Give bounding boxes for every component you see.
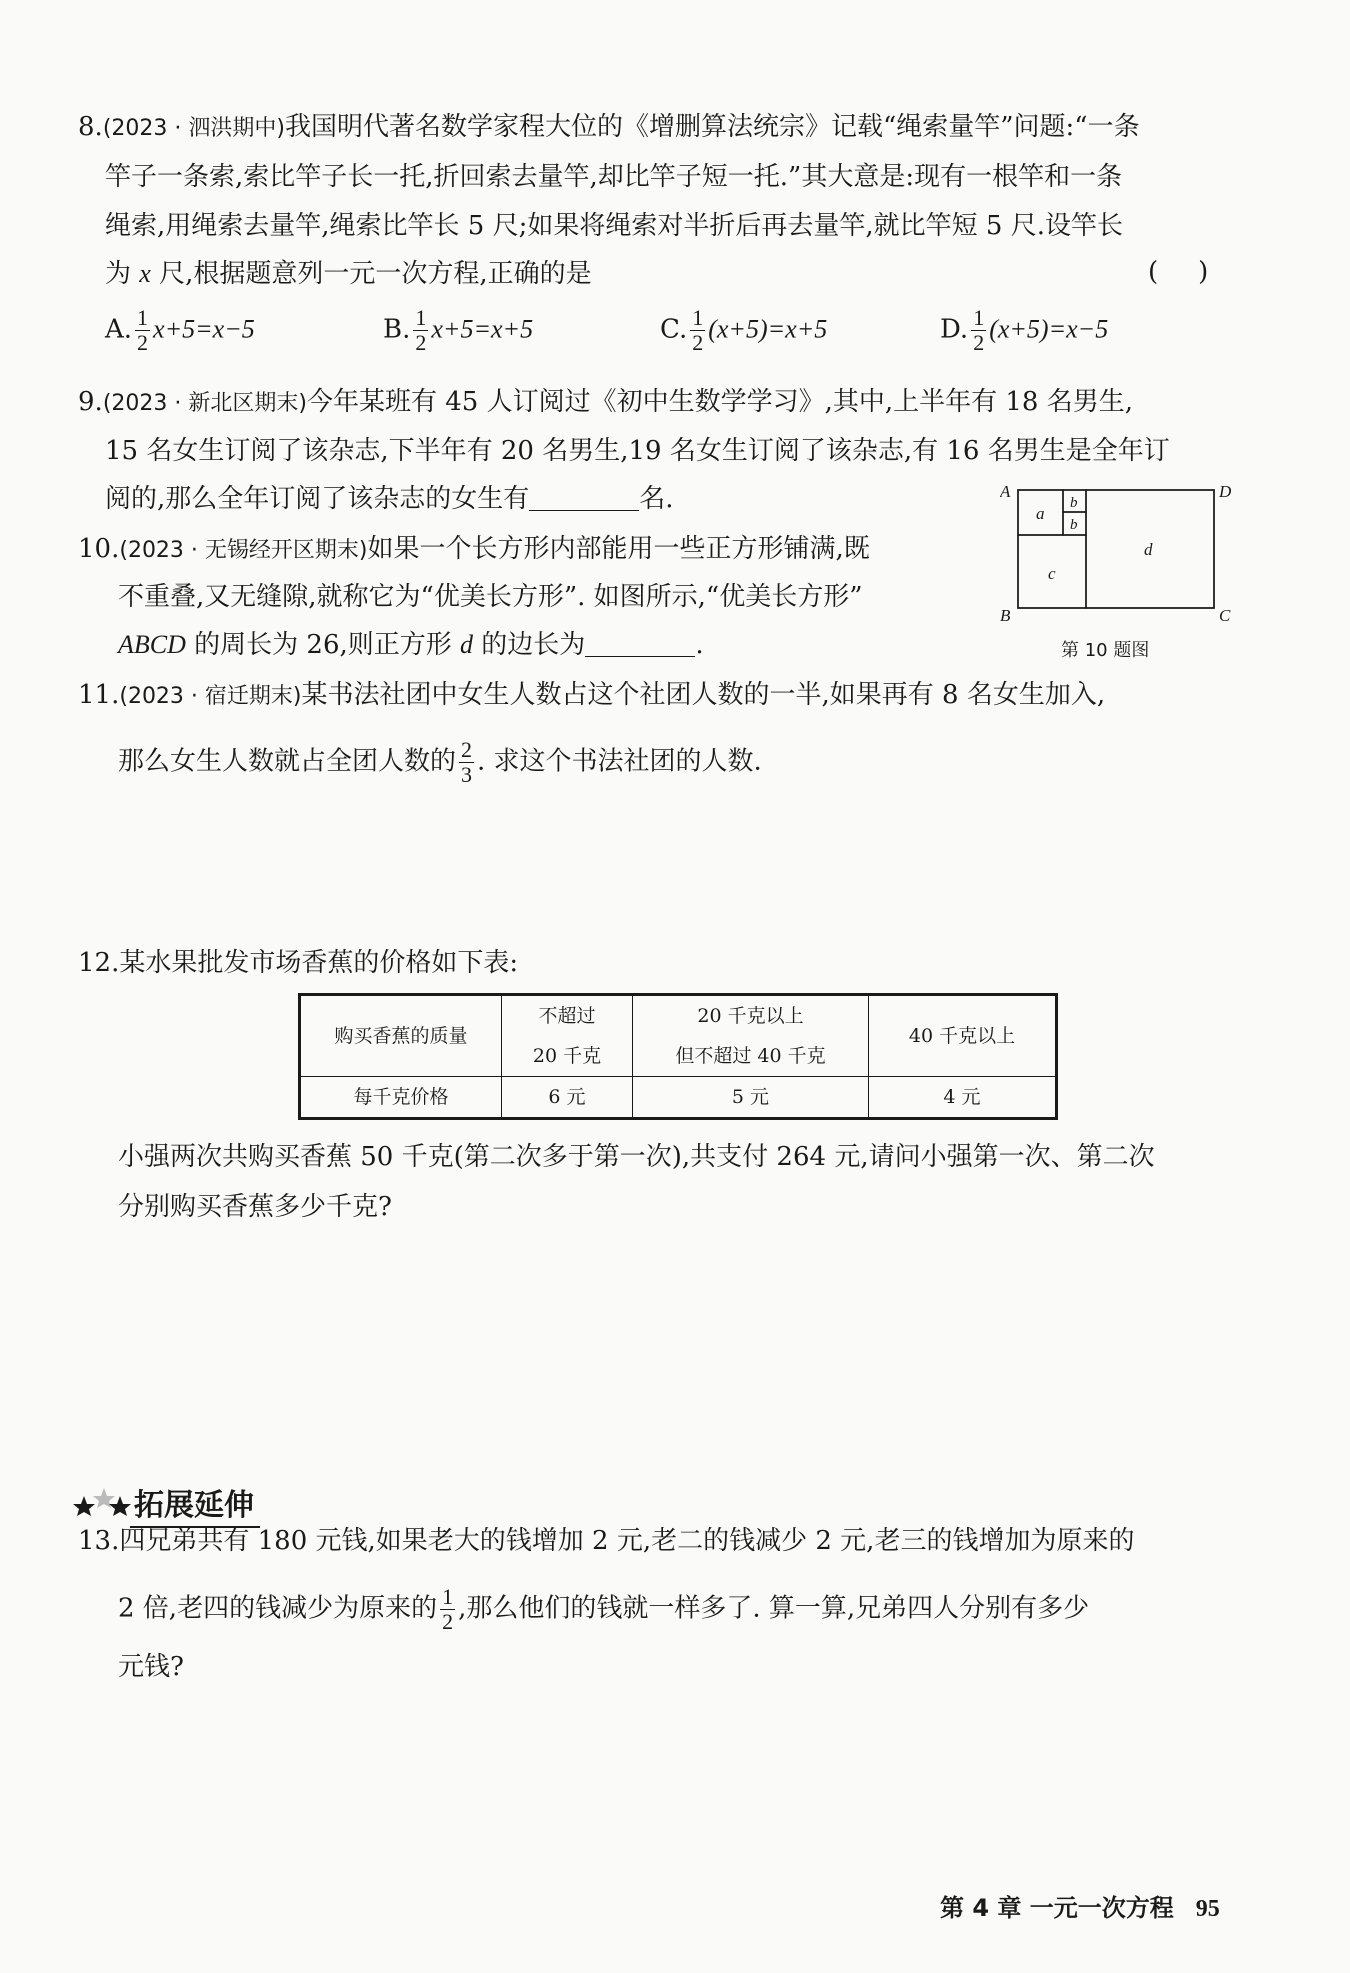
q11-text-1: 某书法社团中女生人数占这个社团人数的一半,如果再有 8 名女生加入, — [301, 680, 1106, 710]
q11-source: (2023 · 宿迁期末) — [119, 684, 302, 709]
frac-den: 2 — [137, 330, 149, 355]
fraction — [413, 306, 428, 355]
frac-den: 2 — [692, 330, 704, 355]
frac-den: 2 — [442, 1609, 454, 1634]
q10-text-3-end: . — [695, 630, 704, 660]
option-expr: x+5=x+5 — [431, 314, 534, 344]
frac-num: 2 — [461, 737, 473, 762]
q9-answer-blank[interactable] — [529, 484, 639, 511]
label-b-top: b — [1070, 495, 1078, 511]
option-letter: B. — [383, 314, 411, 345]
q11-line-1 — [78, 678, 1105, 714]
q13-text-1: 四兄弟共有 180 元钱,如果老大的钱增加 2 元,老二的钱减少 2 元,老三的钱增加为原来的 — [119, 1526, 1135, 1556]
q8-var-x: x — [139, 259, 151, 288]
option-letter: A. — [105, 314, 133, 345]
q12-line-1 — [118, 1140, 1155, 1174]
q8-line-2 — [105, 160, 1122, 194]
q10-var-abcd: ABCD — [118, 630, 186, 659]
q8-text-1: 我国明代著名数学家程大位的《增删算法统宗》记载“绳索量竿”问题:“一条 — [284, 112, 1140, 142]
label-A: A — [1000, 485, 1011, 501]
q12-intro-line — [78, 946, 518, 980]
q13-number: 13. — [78, 1526, 120, 1556]
rect-abcd — [1018, 490, 1214, 608]
q9-text-2: 15 名女生订阅了该杂志,下半年有 20 名男生,19 名女生订阅了该杂志,有 16 名男生是全年订 — [105, 436, 1170, 466]
q9-text-3-pre: 阅的,那么全年订阅了该杂志的女生有 — [105, 484, 530, 514]
label-a: a — [1036, 504, 1045, 523]
label-b-bottom: b — [1070, 517, 1078, 533]
q12-number: 12. — [78, 948, 120, 978]
frac-num: 1 — [137, 305, 149, 330]
page-footer — [940, 1888, 1220, 1923]
q10-line-2 — [118, 580, 863, 614]
table-cell — [633, 995, 869, 1077]
q12-intro: 某水果批发市场香蕉的价格如下表: — [119, 948, 519, 978]
label-B: B — [1000, 606, 1011, 625]
q11-number: 11. — [78, 680, 120, 710]
q11-fraction — [459, 738, 474, 787]
q10-line-1 — [78, 532, 870, 568]
frac-den: 2 — [415, 330, 427, 355]
q9-line-2 — [105, 434, 1170, 468]
cell-line: 不超过 — [538, 1005, 596, 1027]
table-cell: 每千克价格 — [300, 1077, 502, 1119]
q10-number: 10. — [78, 534, 120, 564]
option-expr: (x+5)=x−5 — [989, 314, 1109, 344]
q8-text-4-pre: 为 — [105, 259, 140, 289]
table-cell: 5 元 — [633, 1077, 869, 1119]
q10-text-2: 不重叠,又无缝隙,就称它为“优美长方形”. 如图所示,“优美长方形” — [118, 582, 863, 612]
fraction — [690, 306, 705, 355]
q10-figure — [1000, 485, 1240, 625]
q10-answer-blank[interactable] — [585, 630, 695, 657]
q13-text-2-pre: 2 倍,老四的钱减少为原来的 — [118, 1593, 438, 1624]
q8-option-c[interactable] — [660, 306, 827, 355]
frac-num: 1 — [973, 305, 985, 330]
label-C: C — [1219, 606, 1231, 625]
q8-source: (2023 · 泗洪期中) — [102, 116, 285, 141]
label-c: c — [1048, 564, 1056, 583]
option-letter: C. — [660, 314, 688, 345]
section-title: 拓展延伸 — [130, 1480, 260, 1528]
q13-line-2 — [118, 1585, 1089, 1634]
frac-num: 1 — [415, 305, 427, 330]
option-expr: x+5=x−5 — [153, 314, 255, 344]
q11-text-2-post: . 求这个书法社团的人数. — [477, 746, 762, 777]
q11-line-2 — [118, 738, 762, 787]
q8-text-3: 绳索,用绳索去量竿,绳索比竿长 5 尺;如果将绳索对半折后再去量竿,就比竿短 5 尺.设竿长 — [105, 211, 1123, 241]
footer-chapter: 第 4 章 一元一次方程 — [940, 1894, 1174, 1922]
table-cell: 6 元 — [502, 1077, 633, 1119]
q9-line-1 — [78, 385, 1133, 421]
frac-num: 1 — [442, 1584, 454, 1609]
label-D: D — [1219, 485, 1232, 501]
q8-option-b[interactable] — [383, 306, 533, 355]
q10-source: (2023 · 无锡经开区期末) — [119, 538, 368, 563]
q10-text-3-post: 的边长为 — [473, 630, 586, 660]
q12-price-table — [298, 993, 1058, 1120]
fraction — [135, 306, 150, 355]
frac-num: 1 — [692, 305, 704, 330]
q8-number: 8. — [78, 112, 103, 142]
option-letter: D. — [940, 314, 969, 345]
q8-answer-paren[interactable]: () — [1148, 257, 1249, 287]
q11-text-2-pre: 那么女生人数就占全团人数的 — [118, 746, 457, 777]
q8-line-3 — [105, 209, 1123, 243]
stars-icon — [72, 1480, 132, 1520]
table-cell — [502, 995, 633, 1077]
table-cell: 购买香蕉的质量 — [300, 995, 502, 1077]
cell-line: 20 千克 — [532, 1045, 602, 1067]
q9-text-1: 今年某班有 45 人订阅过《初中生数学学习》,其中,上半年有 18 名男生, — [306, 387, 1133, 417]
q12-line-2 — [118, 1190, 392, 1224]
q10-line-3 — [118, 628, 704, 662]
q10-text-3-mid: 的周长为 26,则正方形 — [185, 630, 461, 660]
option-expr: (x+5)=x+5 — [708, 314, 828, 344]
frac-den: 3 — [461, 762, 473, 787]
q8-text-2: 竿子一条索,索比竿子长一托,折回索去量竿,却比竿子短一托.”其大意是:现有一根竿和一条 — [105, 162, 1123, 192]
table-cell: 40 千克以上 — [869, 995, 1057, 1077]
q10-figure-caption: 第 10 题图 — [1061, 640, 1150, 661]
q8-text-4-post: 尺,根据题意列一元一次方程,正确的是 — [150, 259, 592, 289]
q13-line-3 — [118, 1650, 184, 1684]
q9-source: (2023 · 新北区期末) — [102, 391, 307, 416]
q13-line-1 — [78, 1524, 1134, 1558]
cell-line: 20 千克以上 — [697, 1005, 804, 1027]
q9-line-3 — [105, 482, 674, 516]
page-number: 95 — [1195, 1896, 1220, 1922]
q12-text-2: 分别购买香蕉多少千克? — [118, 1192, 392, 1222]
q13-text-2-post: ,那么他们的钱就一样多了. 算一算,兄弟四人分别有多少 — [458, 1593, 1090, 1624]
frac-den: 2 — [973, 330, 985, 355]
q10-text-1: 如果一个长方形内部能用一些正方形铺满,既 — [367, 534, 870, 564]
fraction — [971, 306, 986, 355]
section-header — [72, 1480, 254, 1527]
q10-var-d: d — [460, 630, 474, 659]
q8-line-4 — [105, 257, 592, 291]
label-d: d — [1144, 540, 1153, 559]
cell-line: 但不超过 40 千克 — [675, 1045, 826, 1067]
q13-text-3: 元钱? — [118, 1652, 184, 1682]
table-row — [300, 995, 1057, 1077]
q8-option-a[interactable] — [105, 306, 255, 355]
q8-option-d[interactable] — [940, 306, 1108, 355]
q9-text-3-post: 名. — [639, 484, 674, 514]
q12-text-1: 小强两次共购买香蕉 50 千克(第二次多于第一次),共支付 264 元,请问小强第一次、第二次 — [118, 1142, 1155, 1172]
table-cell: 4 元 — [869, 1077, 1057, 1119]
q13-fraction — [440, 1585, 455, 1634]
table-row — [300, 1077, 1057, 1119]
q9-number: 9. — [78, 387, 103, 417]
q8-line-1 — [78, 110, 1140, 146]
